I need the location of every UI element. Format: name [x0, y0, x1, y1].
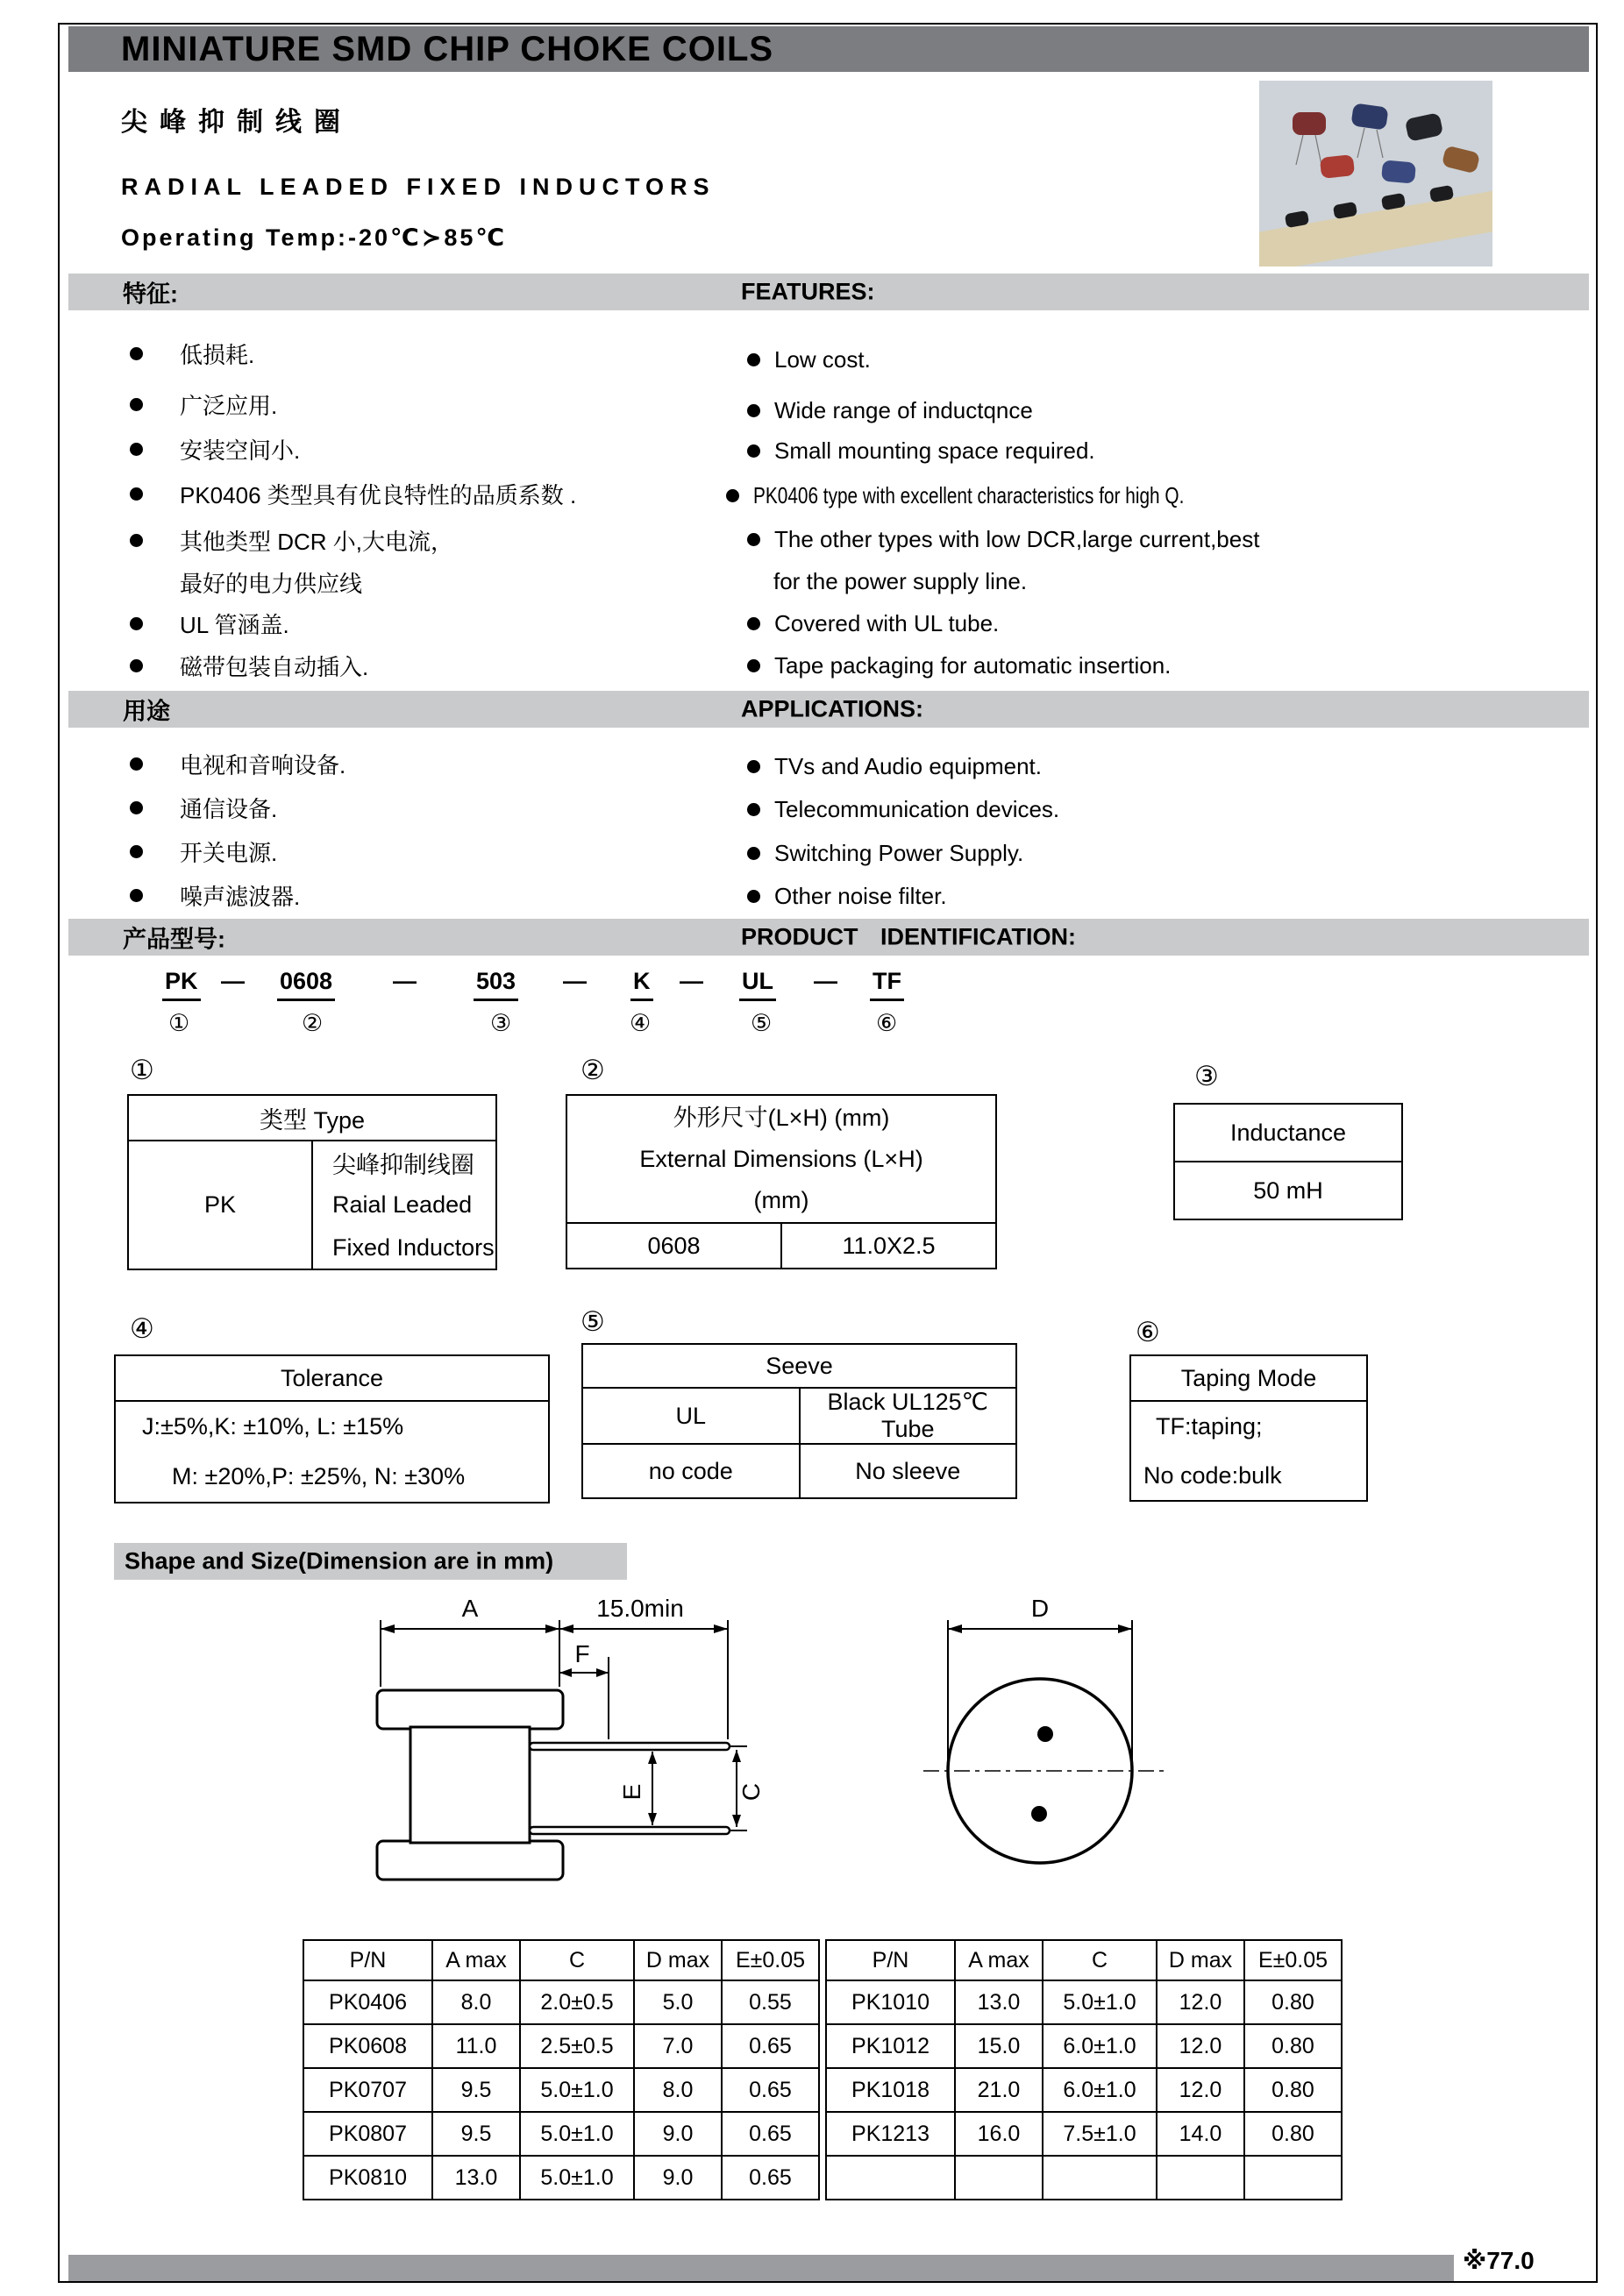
dimension-value-cell: 11.0X2.5 — [842, 1232, 936, 1259]
features-section-bar — [68, 274, 1589, 310]
code-part-sleeve: UL — [739, 968, 776, 1001]
code-separator: — — [221, 968, 245, 994]
code-part-type: PK — [162, 968, 201, 1001]
footer-bar — [68, 2255, 1454, 2281]
dimension-table-right — [825, 1939, 1343, 2200]
applications-heading-cn: 用途 — [123, 698, 170, 725]
sleeve-cell: no code — [582, 1444, 800, 1498]
cell: 6.0±1.0 — [1043, 2024, 1157, 2068]
code-separator: — — [814, 968, 837, 994]
sleeve-cell: UL — [582, 1388, 800, 1444]
feature-item-en: Low cost. — [747, 344, 871, 375]
table-row — [826, 1980, 1342, 2024]
col-header-pn: P/N — [303, 1940, 432, 1980]
taping-header: Taping Mode — [1130, 1355, 1367, 1401]
bullet-icon — [130, 659, 143, 672]
bullet-icon — [130, 443, 143, 456]
circled-number-3: ③ — [490, 1010, 512, 1036]
tolerance-row: J:±5%,K: ±10%, L: ±15% — [142, 1413, 404, 1439]
cell: 0.80 — [1244, 2024, 1342, 2068]
feature-item-cn: UL 管涵盖. — [130, 608, 289, 639]
application-item-en: Telecommunication devices. — [747, 793, 1059, 825]
cell: 9.5 — [432, 2112, 520, 2156]
cell — [1043, 2156, 1157, 2200]
col-header-e: E±0.05 — [1244, 1940, 1342, 1980]
marker-3: ③ — [1194, 1061, 1219, 1091]
application-item-cn: 开关电源. — [130, 835, 277, 867]
bullet-icon — [747, 533, 760, 546]
shape-drawing-top-view — [908, 1589, 1179, 1904]
table-row — [303, 2068, 819, 2112]
cell — [826, 2156, 955, 2200]
circled-number-2: ② — [302, 1010, 324, 1036]
feature-item-en-continued: for the power supply line. — [773, 567, 1028, 594]
table-row — [826, 2024, 1342, 2068]
code-part-taping: TF — [870, 968, 904, 1001]
tolerance-header: Tolerance — [115, 1355, 549, 1401]
cell: 2.0±0.5 — [520, 1980, 634, 2024]
cell: 0.80 — [1244, 2112, 1342, 2156]
cell: 12.0 — [1157, 2024, 1244, 2068]
col-header-c: C — [1043, 1940, 1157, 1980]
code-separator: — — [563, 968, 587, 994]
tolerance-table — [114, 1354, 550, 1503]
feature-item-en: The other types with low DCR,large current,best — [747, 523, 1259, 555]
feature-item-cn: 安装空间小. — [130, 433, 300, 465]
cell: 5.0 — [634, 1980, 722, 2024]
bullet-icon — [747, 404, 760, 417]
bullet-icon — [747, 659, 760, 672]
cell: 0.65 — [722, 2156, 819, 2200]
table-row — [303, 2112, 819, 2156]
cell: PK0406 — [303, 1980, 432, 2024]
code-separator: — — [680, 968, 703, 994]
type-desc-line: Raial Leaded — [332, 1191, 473, 1218]
feature-item-cn-continued: 最好的电力供应线 — [180, 570, 363, 597]
inductance-header: Inductance — [1174, 1104, 1402, 1162]
marker-6: ⑥ — [1136, 1317, 1160, 1347]
col-header-dmax: D max — [1157, 1940, 1244, 1980]
dim-label-15min: 15.0min — [596, 1595, 684, 1622]
cell: 5.0±1.0 — [520, 2112, 634, 2156]
cell: 7.5±1.0 — [1043, 2112, 1157, 2156]
bullet-icon — [747, 890, 760, 903]
bullet-icon — [747, 803, 760, 816]
cell: 0.65 — [722, 2024, 819, 2068]
table-row — [303, 1980, 819, 2024]
dimension-spec-header: 外形尺寸(L×H) (mm) External Dimensions (L×H) (mm) — [566, 1095, 996, 1223]
cell: PK0810 — [303, 2156, 432, 2200]
marker-4: ④ — [130, 1313, 154, 1344]
cell: 12.0 — [1157, 1980, 1244, 2024]
product-id-heading-cn: 产品型号: — [123, 926, 225, 953]
bullet-icon — [747, 444, 760, 458]
bullet-icon — [747, 847, 760, 860]
bullet-icon — [747, 617, 760, 630]
feature-item-cn: PK0406 类型具有优良特性的品质系数 . — [130, 478, 576, 509]
subtitle-english: RADIAL LEADED FIXED INDUCTORS — [121, 174, 716, 200]
shape-section-bar — [114, 1543, 627, 1580]
dim-label-a: A — [461, 1595, 479, 1622]
cell: PK0707 — [303, 2068, 432, 2112]
table-row — [826, 2112, 1342, 2156]
feature-item-en: Covered with UL tube. — [747, 608, 999, 639]
feature-item-cn: 其他类型 DCR 小,大电流， — [130, 524, 453, 556]
marker-1: ① — [130, 1055, 154, 1085]
bullet-icon — [130, 617, 143, 630]
col-header-dmax: D max — [634, 1940, 722, 1980]
cell: 21.0 — [955, 2068, 1043, 2112]
operating-temp: Operating Temp:-20℃≻85℃ — [121, 224, 508, 251]
bullet-icon — [747, 353, 760, 366]
dimension-code-cell: 0608 — [566, 1223, 781, 1269]
table-row — [826, 2156, 1342, 2200]
pin-dot — [1037, 1726, 1053, 1742]
bullet-icon — [130, 487, 143, 501]
pin-dot — [1031, 1806, 1047, 1822]
feature-item-en: Small mounting space required. — [747, 435, 1095, 466]
cell: 14.0 — [1157, 2112, 1244, 2156]
cell: 2.5±0.5 — [520, 2024, 634, 2068]
circled-number-5: ⑤ — [751, 1010, 773, 1036]
cell: 6.0±1.0 — [1043, 2068, 1157, 2112]
cell — [1157, 2156, 1244, 2200]
dim-label-d: D — [1030, 1595, 1050, 1622]
table-row — [303, 2156, 819, 2200]
cell: 9.0 — [634, 2156, 722, 2200]
type-table — [127, 1094, 497, 1270]
feature-item-cn: 磁带包装自动插入. — [130, 650, 368, 681]
application-item-cn: 通信设备. — [130, 792, 277, 823]
cell: PK0608 — [303, 2024, 432, 2068]
cell: PK1012 — [826, 2024, 955, 2068]
cell: 0.80 — [1244, 1980, 1342, 2024]
table-row — [303, 2024, 819, 2068]
cell: 8.0 — [634, 2068, 722, 2112]
product-photo — [1259, 81, 1492, 267]
cell: PK1213 — [826, 2112, 955, 2156]
marker-2: ② — [581, 1055, 605, 1085]
application-item-cn: 电视和音响设备. — [130, 748, 345, 779]
taping-table — [1129, 1354, 1368, 1502]
inductance-table — [1173, 1103, 1403, 1220]
application-item-en: Other noise filter. — [747, 880, 947, 912]
cell: 0.80 — [1244, 2068, 1342, 2112]
sleeve-cell: Black UL125℃ Tube — [800, 1388, 1017, 1444]
table-row — [826, 2068, 1342, 2112]
page-title: MINIATURE SMD CHIP CHOKE COILS — [121, 29, 774, 68]
feature-item-en: Tape packaging for automatic insertion. — [747, 650, 1171, 681]
cell: 0.65 — [722, 2112, 819, 2156]
bullet-icon — [747, 760, 760, 773]
bullet-icon — [130, 398, 143, 411]
features-heading-en: FEATURES: — [741, 278, 875, 305]
feature-item-en: PK0406 type with excellent characteristics for high Q. — [726, 480, 1292, 511]
bullet-icon — [130, 534, 143, 547]
bullet-icon — [130, 757, 143, 771]
taping-row: TF:taping; — [1156, 1412, 1263, 1439]
application-item-en: Switching Power Supply. — [747, 837, 1023, 869]
dim-label-e: E — [618, 1783, 645, 1801]
cell: 12.0 — [1157, 2068, 1244, 2112]
dim-label-c: C — [737, 1782, 765, 1802]
code-separator: — — [393, 968, 417, 994]
code-part-tolerance: K — [630, 968, 653, 1001]
dimension-table-left — [303, 1939, 820, 2200]
cell: 7.0 — [634, 2024, 722, 2068]
cell: 9.0 — [634, 2112, 722, 2156]
feature-item-cn: 低损耗. — [130, 338, 254, 369]
bullet-icon — [130, 347, 143, 360]
product-id-section-bar — [68, 919, 1589, 956]
circled-number-6: ⑥ — [876, 1010, 898, 1036]
dim-label-f: F — [574, 1640, 590, 1667]
applications-section-bar — [68, 691, 1589, 728]
title-bar — [68, 26, 1589, 72]
bullet-icon — [130, 845, 143, 858]
marker-5: ⑤ — [581, 1306, 605, 1337]
cell: 0.65 — [722, 2068, 819, 2112]
cell: PK1010 — [826, 1980, 955, 2024]
applications-heading-en: APPLICATIONS: — [741, 695, 923, 722]
feature-item-en: Wide range of inductqnce — [747, 395, 1033, 426]
cell: 9.5 — [432, 2068, 520, 2112]
col-header-c: C — [520, 1940, 634, 1980]
circled-number-4: ④ — [630, 1010, 652, 1036]
bullet-icon — [130, 801, 143, 814]
shape-drawing-side-view — [344, 1589, 765, 1904]
inductance-value: 50 mH — [1253, 1176, 1323, 1204]
application-item-en: TVs and Audio equipment. — [747, 750, 1042, 782]
features-heading-cn: 特征: — [123, 281, 178, 308]
application-item-cn: 噪声滤波器. — [130, 879, 300, 911]
bullet-icon — [726, 489, 739, 502]
cell: 5.0±1.0 — [1043, 1980, 1157, 2024]
cell: 15.0 — [955, 2024, 1043, 2068]
circled-number-1: ① — [168, 1010, 190, 1036]
taping-row: No code:bulk — [1143, 1461, 1282, 1489]
cell: 5.0±1.0 — [520, 2068, 634, 2112]
sleeve-table — [581, 1343, 1017, 1499]
subtitle-chinese: 尖峰抑制线圈 — [121, 108, 353, 137]
cell: 13.0 — [432, 2156, 520, 2200]
col-header-amax: A max — [955, 1940, 1043, 1980]
dimension-spec-table — [566, 1094, 997, 1269]
cell — [955, 2156, 1043, 2200]
page-number: ※77.0 — [1463, 2247, 1535, 2274]
tolerance-row: M: ±20%,P: ±25%, N: ±30% — [172, 1463, 466, 1489]
cell: PK0807 — [303, 2112, 432, 2156]
sleeve-cell: No sleeve — [855, 1457, 961, 1484]
type-table-header: 类型 Type — [128, 1095, 496, 1141]
feature-item-cn: 广泛应用. — [130, 388, 277, 420]
code-part-inductance: 503 — [474, 968, 518, 1001]
sleeve-header: Seeve — [582, 1344, 1016, 1388]
type-code-cell: PK — [128, 1141, 312, 1269]
type-desc-line: 尖峰抑制线圈 — [332, 1151, 474, 1178]
code-part-size: 0608 — [277, 968, 335, 1001]
shape-heading: Shape and Size(Dimension are in mm) — [125, 1547, 554, 1575]
product-id-heading-en: PRODUCT IDENTIFICATION: — [741, 923, 1076, 950]
cell: 13.0 — [955, 1980, 1043, 2024]
cell: PK1018 — [826, 2068, 955, 2112]
col-header-e: E±0.05 — [722, 1940, 819, 1980]
cell: 11.0 — [432, 2024, 520, 2068]
type-desc-line: Fixed Inductors — [332, 1233, 495, 1261]
bullet-icon — [130, 889, 143, 902]
table-header-row — [303, 1940, 819, 1980]
cell: 5.0±1.0 — [520, 2156, 634, 2200]
table-header-row — [826, 1940, 1342, 1980]
cell: 8.0 — [432, 1980, 520, 2024]
cell — [1244, 2156, 1342, 2200]
cell: 0.55 — [722, 1980, 819, 2024]
col-header-pn: P/N — [826, 1940, 955, 1980]
col-header-amax: A max — [432, 1940, 520, 1980]
cell: 16.0 — [955, 2112, 1043, 2156]
